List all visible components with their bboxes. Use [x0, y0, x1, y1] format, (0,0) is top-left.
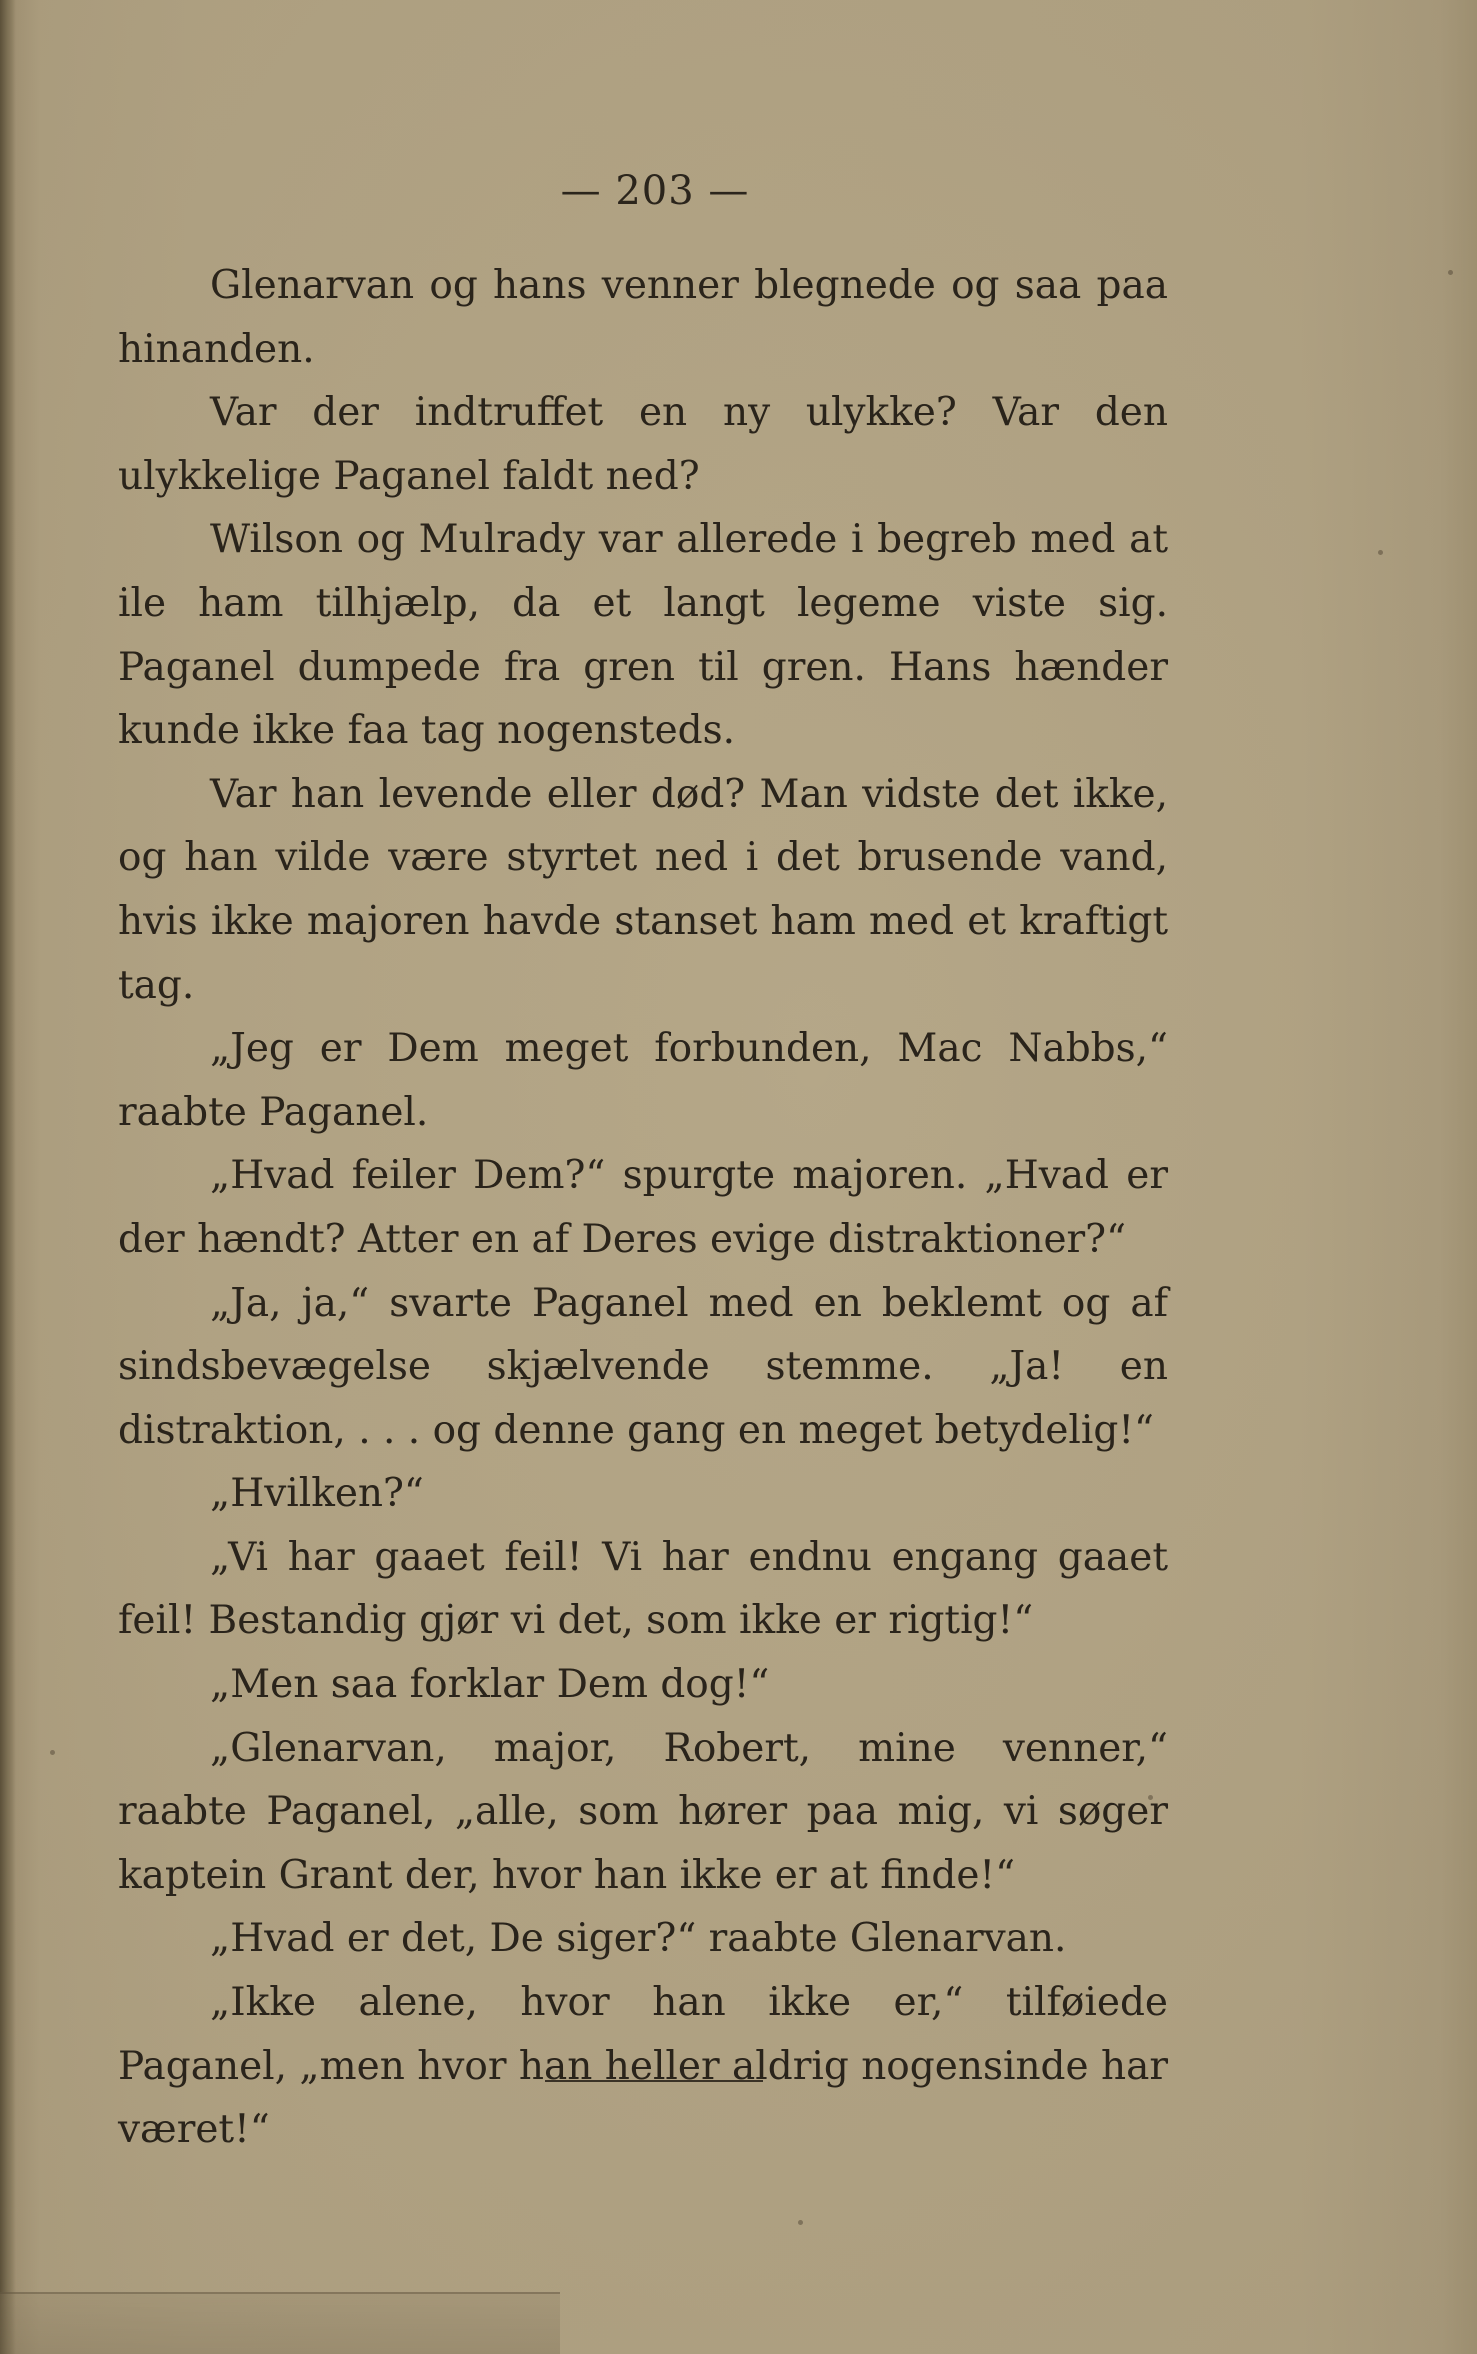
paragraph: „Ja, ja,“ svarte Paganel med en beklemt og af sindsbevægelse skjælvende stemme. „Ja! en distraktion, . . . og denne gang en meget betydelig!“	[118, 1280, 1168, 1453]
paragraph: „Men saa forklar Dem dog!“	[210, 1662, 770, 1708]
paragraph: „Hvilken?“	[210, 1471, 424, 1517]
page-bottom-edge	[0, 2292, 560, 2354]
paragraph: Glenarvan og hans venner blegnede og saa paa hinanden.	[118, 263, 1168, 372]
page-number: — 203 —	[560, 168, 750, 214]
end-rule	[545, 2080, 763, 2082]
body-text	[118, 254, 1168, 2162]
paragraph: Var der indtruffet en ny ulykke? Var den ulykkelige Paganel faldt ned?	[118, 390, 1168, 499]
paper-speck	[798, 2220, 803, 2225]
paragraph: „Jeg er Dem meget forbunden, Mac Nabbs,“ raabte Paganel.	[118, 1026, 1168, 1135]
book-spine-shadow	[0, 0, 16, 2354]
paper-speck	[1378, 550, 1383, 555]
paragraph: „Hvad er det, De siger?“ raabte Glenarvan.	[210, 1916, 1067, 1962]
paragraph: „Vi har gaaet feil! Vi har endnu engang gaaet feil! Bestandig gjør vi det, som ikke er rigtig!“	[118, 1534, 1168, 1644]
paper-speck	[1448, 270, 1453, 275]
paragraph: Wilson og Mulrady var allerede i begreb med at ile ham tilhjælp, da et langt legeme viste sig. Paganel dumpede fra gren til gren. Hans hænder kunde ikke faa tag nogensteds.	[118, 517, 1168, 754]
paragraph: „Ikke alene, hvor han ikke er,“ tilføiede Paganel, „men hvor han heller aldrig nogensinde har været!“	[118, 1980, 1169, 2153]
paper-speck	[50, 1750, 55, 1755]
paragraph: „Glenarvan, major, Robert, mine venner,“ raabte Paganel, „alle, som hører paa mig, vi søger kaptein Grant der, hvor han ikke er at finde!“	[118, 1725, 1168, 1898]
paragraph: „Hvad feiler Dem?“ spurgte majoren. „Hvad er der hændt? Atter en af Deres evige distraktioner?“	[118, 1153, 1168, 1262]
paragraph: Var han levende eller død? Man vidste det ikke, og han vilde være styrtet ned i det brusende vand, hvis ikke majoren havde stanset ham med et kraftigt tag.	[118, 771, 1168, 1008]
